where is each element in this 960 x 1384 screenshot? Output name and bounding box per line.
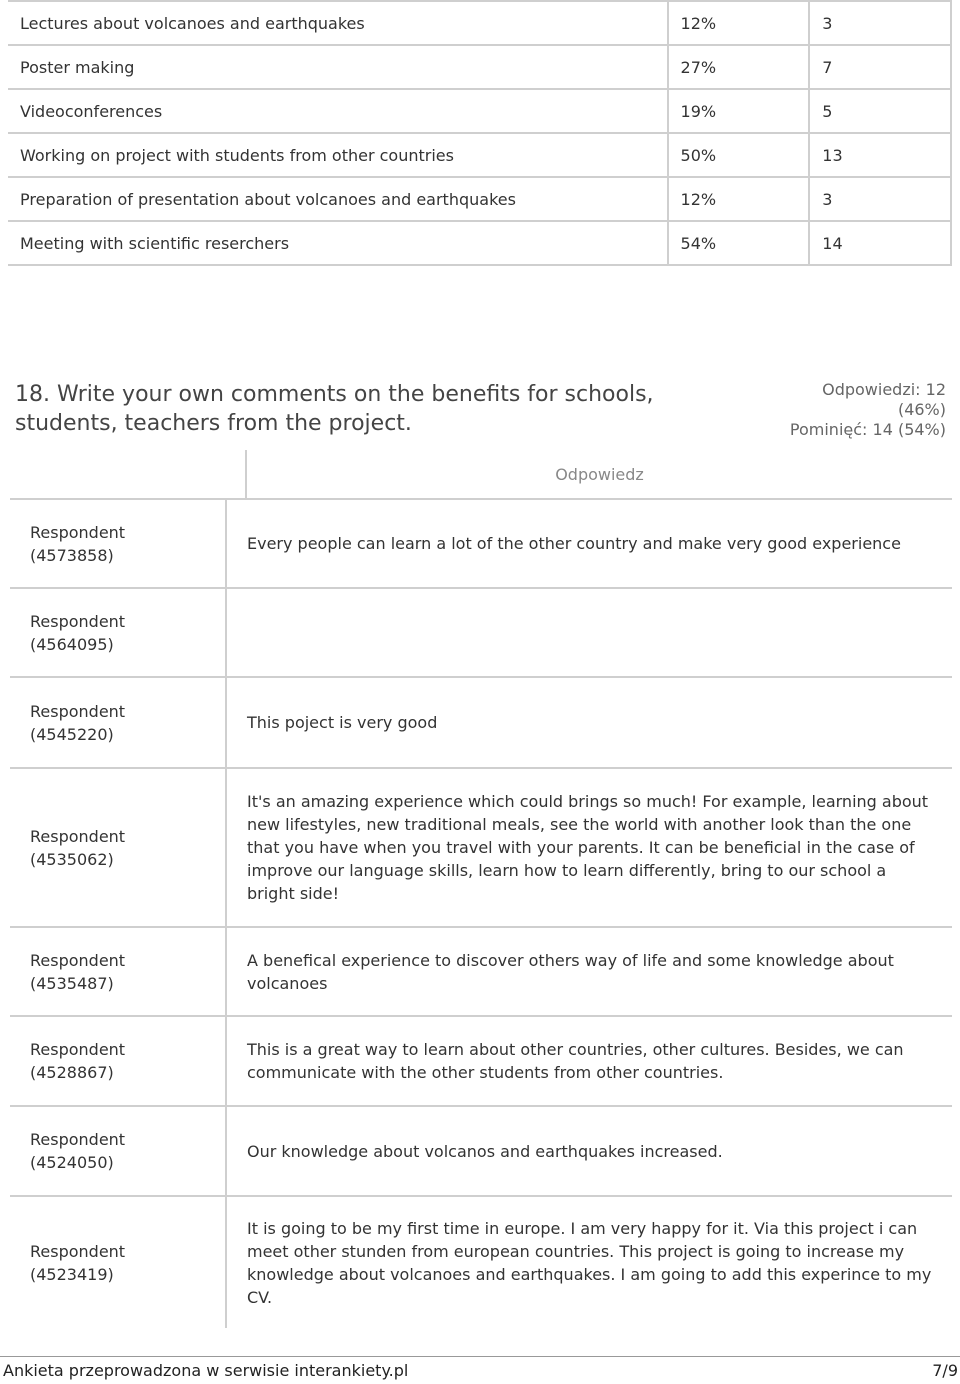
row-label: Preparation of presentation about volcanoes and earthquakes (8, 177, 668, 221)
respondent-id: (4523419) (30, 1264, 114, 1284)
respondent-cell (10, 1017, 225, 1105)
answers-count: Odpowiedzi: 12 (822, 380, 946, 399)
respondent-label: Respondent (30, 1040, 126, 1059)
answers-percent: (46%) (897, 400, 946, 419)
answer-text: It's an amazing experience which could brings so much! For example, learning about new lifestyles, new traditional meals, see the world with another look than the one that you have when you travel with your parents. It can be beneficial in the case of improve our language skills, learn how to learn differently, bring to our school a bright side! (225, 769, 952, 926)
row-label: Poster making (8, 45, 668, 89)
row-count: 3 (809, 1, 951, 45)
answer-text (225, 589, 952, 676)
answer-text: A benefical experience to discover others way of life and some knowledge about volcanoes (225, 928, 952, 1015)
respondent-cell (10, 1107, 225, 1195)
row-label: Meeting with scientific reserchers (8, 221, 668, 265)
respondent-cell (10, 589, 225, 676)
question-stats (726, 380, 946, 440)
answer-text: This poject is very good (225, 678, 952, 767)
respondent-id: (4524050) (30, 1153, 114, 1172)
row-label: Working on project with students from other countries (8, 133, 668, 177)
row-label: Lectures about volcanoes and earthquakes (8, 1, 668, 45)
table-row (10, 1105, 952, 1195)
answer-text: It is going to be my first time in europe. I am very happy for it. Via this project i can meet other stunden from european countries. This project is going to increase my knowledge about volcanoes and earthquakes. I am going to add this experince to my CV. (225, 1197, 952, 1328)
footer-source: Ankieta przeprowadzona w serwisie interankiety.pl (3, 1361, 409, 1380)
respondent-label: Respondent (30, 1130, 126, 1149)
table-row (8, 89, 951, 133)
respondent-label: Respondent (30, 826, 126, 846)
respondent-id: (4564095) (30, 634, 114, 654)
table-row (10, 498, 952, 587)
respondent-cell (10, 1197, 225, 1328)
answer-text: Every people can learn a lot of the other country and make very good experience (225, 500, 952, 587)
answers-table (10, 450, 952, 1328)
row-percent: 27% (668, 45, 810, 89)
respondent-label: Respondent (30, 522, 126, 542)
respondent-cell (10, 500, 225, 587)
respondent-id: (4573858) (30, 545, 114, 565)
summary-table (8, 0, 952, 266)
respondent-cell (10, 928, 225, 1015)
respondent-label: Respondent (30, 701, 126, 721)
row-count: 3 (809, 177, 951, 221)
footer-divider (0, 1356, 960, 1357)
row-percent: 54% (668, 221, 810, 265)
row-percent: 19% (668, 89, 810, 133)
respondent-id: (4535487) (30, 973, 114, 993)
respondent-cell (10, 769, 225, 926)
respondent-id: (4535062) (30, 849, 114, 869)
page-number: 7/9 (932, 1361, 958, 1380)
table-row (10, 1195, 952, 1328)
table-row (8, 1, 951, 45)
row-percent: 12% (668, 1, 810, 45)
table-row (10, 676, 952, 767)
respondent-id: (4528867) (30, 1063, 114, 1082)
row-percent: 50% (668, 133, 810, 177)
respondent-cell (10, 678, 225, 767)
table-row (10, 926, 952, 1015)
question-title: 18. Write your own comments on the benefits for schools, students, teachers from the project. (15, 382, 654, 436)
skipped-count: Pominięć: 14 (54%) (789, 420, 946, 439)
answer-text: This is a great way to learn about other countries, other cultures. Besides, we can communicate with the other students from other countries. (225, 1017, 952, 1105)
table-row (10, 767, 952, 926)
respondent-id: (4545220) (30, 724, 114, 744)
answers-column-header: Odpowiedz (245, 450, 952, 498)
table-row (8, 177, 951, 221)
row-count: 14 (809, 221, 951, 265)
respondent-label: Respondent (30, 1241, 126, 1261)
table-row (8, 221, 951, 265)
row-percent: 12% (668, 177, 810, 221)
row-count: 7 (809, 45, 951, 89)
respondent-label: Respondent (30, 611, 126, 631)
row-label: Videoconferences (8, 89, 668, 133)
answer-text: Our knowledge about volcanos and earthquakes increased. (225, 1107, 952, 1195)
row-count: 13 (809, 133, 951, 177)
table-row (10, 587, 952, 676)
table-row (8, 45, 951, 89)
respondent-label: Respondent (30, 950, 126, 970)
table-row (8, 133, 951, 177)
row-count: 5 (809, 89, 951, 133)
table-row (10, 1015, 952, 1105)
